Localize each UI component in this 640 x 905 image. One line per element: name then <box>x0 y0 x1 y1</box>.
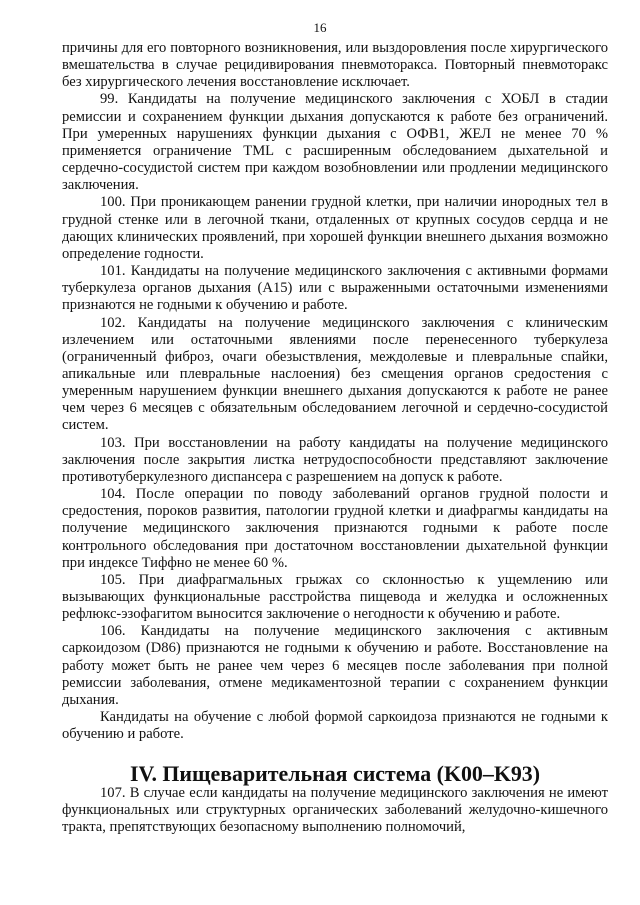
paragraph-105: 105. При диафрагмальных грыжах со склонностью к ущемлению или вызывающих функциональные расстройства пищевода и желудка и осложненных рефлюкс-эзофагитом выносится заключение о негодности к обучению и работе. <box>62 571 608 623</box>
paragraph-102: 102. Кандидаты на получение медицинского заключения с клиническим излечением или остаточными явлениями после перенесенного туберкулеза (ограниченный фиброз, очаги обезыствления, междолевые и плевральные спайки, апикальные или плевральные наслоения) без смещения органов средостения с умеренным нарушением функции внешнего дыхания допускаются к работе не ранее чем через 6 месяцев с обязательным обследованием легочной и сердечно-сосудистой систем. <box>62 314 608 434</box>
paragraph-99: 99. Кандидаты на получение медицинского заключения с ХОБЛ в стадии ремиссии и сохранением функции дыхания допускаются к работе без ограничений. При умеренных нарушениях функции дыхания с ОФВ1, ЖЕЛ не менее 70 % применяется ограничение TML с расширенным обследованием дыхательной и сердечно-сосудистой систем при каждом возобновлении или продлении медицинского заключения. <box>62 91 608 194</box>
page-number: 16 <box>313 20 327 35</box>
paragraph-106: 106. Кандидаты на получение медицинского заключения с активным саркоидозом (D86) признаются не годными к обучению и работе. Восстановление на работу может быть не ранее чем через 6 месяцев после заболевания при полной ремиссии заболевания, отмене медикаментозной терапии с сохранением функции дыхания. <box>62 623 608 708</box>
paragraph-103: 103. При восстановлении на работу кандидаты на получение медицинского заключения после закрытия листка нетрудоспособности представляют заключение противотуберкулезного диспансера с разрешением на допуск к работе. <box>62 434 608 485</box>
paragraph-107: 107. В случае если кандидаты на получение медицинского заключения не имеют функциональных или структурных органических заболеваний желудочно-кишечного тракта, препятствующих безопасному выполнению полномочий, <box>62 784 608 835</box>
paragraph-104: 104. После операции по поводу заболеваний органов грудной полости и средостения, пороков развития, патологии грудной клетки и диафрагмы кандидаты на получение медицинского заключения признаются годными к работе после контрольного обследования при достаточном восстановлении дыхательной функции при индексе Тиффно не менее 60 %. <box>62 486 608 571</box>
document-body <box>62 40 608 836</box>
paragraph-sarcoidosis-note: Кандидаты на обучение с любой формой саркоидоза признаются не годными к обучению и работе. <box>62 709 608 743</box>
paragraph-100: 100. При проникающем ранении грудной клетки, при наличии инородных тел в грудной стенке или в легочной ткани, отдаленных от крупных сосудов сердца и не дающих клинических проявлений, при хорошей функции внешнего дыхания возможно определение годности. <box>62 194 608 262</box>
paragraph-101: 101. Кандидаты на получение медицинского заключения с активными формами туберкулеза органов дыхания (А15) или с выраженными остаточными изменениями признаются не годными к обучению и работе. <box>62 263 608 314</box>
paragraph-continuation: причины для его повторного возникновения, или выздоровления после хирургического вмешательства в случае рецидивирования пневмоторакса. Повторный пневмоторакс без хирургического лечения восстановление исключает. <box>62 40 608 91</box>
section-heading: IV. Пищеварительная система (K00–K93) <box>129 761 541 787</box>
